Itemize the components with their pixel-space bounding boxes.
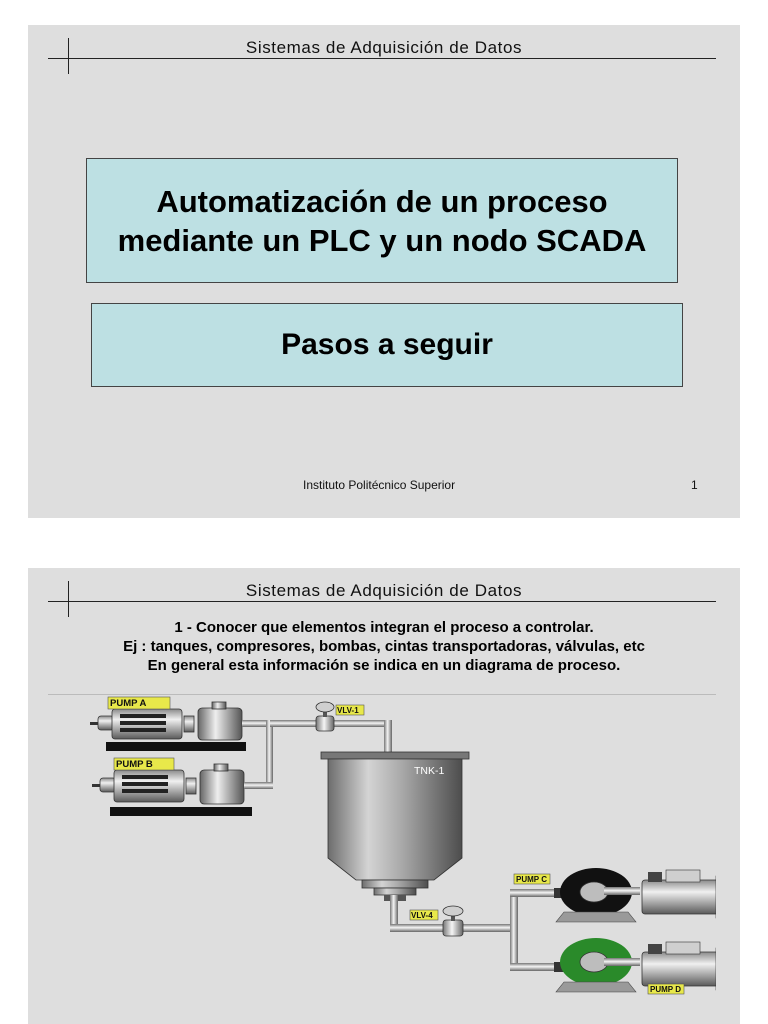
valve-4 <box>443 906 463 936</box>
footer-institute: Instituto Politécnico Superior <box>303 478 456 492</box>
title-line-2: mediante un PLC y un nodo SCADA <box>117 222 647 258</box>
svg-text:TNK-1: TNK-1 <box>414 765 445 777</box>
valve-1 <box>316 702 334 731</box>
svg-text:PUMP C: PUMP C <box>516 875 547 884</box>
step-line-1: 1 - Conocer que elementos integran el proceso a controlar. <box>174 619 594 636</box>
valve-1-label <box>336 705 364 715</box>
slide-2 <box>28 568 740 1024</box>
header-rule <box>48 601 716 602</box>
slide-header: Sistemas de Adquisición de Datos <box>245 581 523 600</box>
subtitle-text: Pasos a seguir <box>281 328 493 361</box>
process-diagram <box>48 694 716 1024</box>
tank-tnk-1 <box>321 752 469 901</box>
svg-text:PUMP B: PUMP B <box>116 759 153 770</box>
step-line-2: Ej : tanques, compresores, bombas, cintas transportadoras, válvulas, etc <box>123 638 645 655</box>
pump-d-label <box>648 984 684 994</box>
outlet-piping <box>390 889 558 971</box>
valve-4-label <box>410 910 438 920</box>
pump-c-label <box>514 874 550 884</box>
page-number: 1 <box>691 478 698 492</box>
step-line-3: En general esta información se indica en un diagrama de proceso. <box>147 657 621 674</box>
pump-a <box>90 702 246 751</box>
svg-text:PUMP D: PUMP D <box>650 985 681 994</box>
svg-text:PUMP A: PUMP A <box>110 698 147 709</box>
slide-1 <box>28 25 740 518</box>
title-line-1: Automatización de un proceso <box>156 183 608 219</box>
pump-d <box>554 938 716 992</box>
pump-b <box>92 764 252 816</box>
svg-text:VLV-1: VLV-1 <box>337 706 359 715</box>
subtitle-box <box>91 303 683 387</box>
pump-b-label <box>114 758 174 770</box>
title-box <box>86 158 678 283</box>
header-rule <box>48 58 716 59</box>
pump-c <box>554 868 716 922</box>
slide-header: Sistemas de Adquisición de Datos <box>245 38 523 57</box>
svg-text:VLV-4: VLV-4 <box>411 911 433 920</box>
pump-a-label <box>108 697 170 709</box>
